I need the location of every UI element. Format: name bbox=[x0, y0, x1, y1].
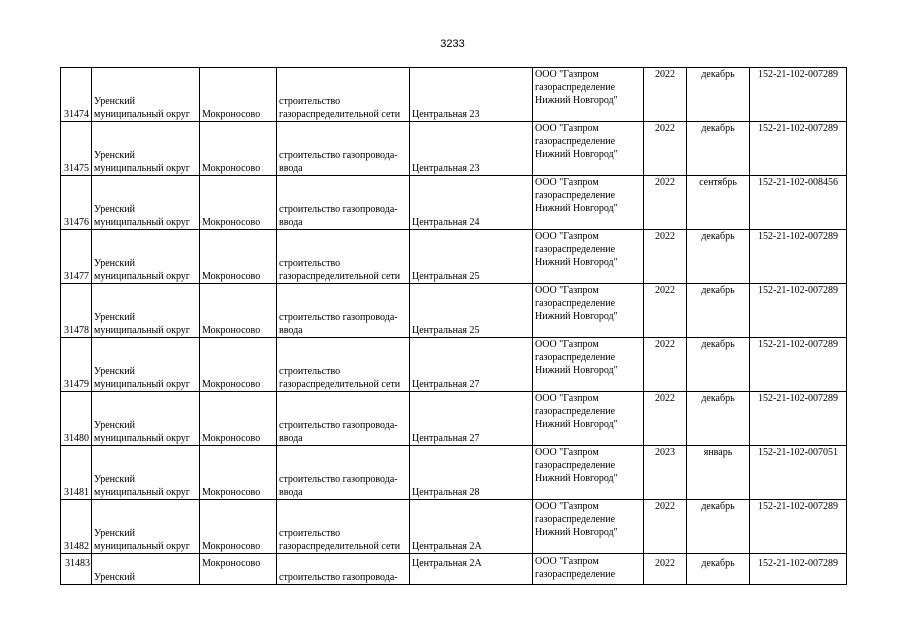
code-cell: 152-21-102-007289 bbox=[750, 230, 847, 284]
code-cell: 152-21-102-007289 bbox=[750, 284, 847, 338]
organization-cell: ООО "Газпром газораспределение bbox=[533, 554, 644, 585]
organization-cell: ООО "Газпром газораспределение Нижний Новгород" bbox=[533, 500, 644, 554]
village-cell: Мокроносово bbox=[200, 284, 277, 338]
village-cell: Мокроносово bbox=[200, 554, 277, 585]
organization-cell: ООО "Газпром газораспределение Нижний Новгород" bbox=[533, 68, 644, 122]
work-type-cell: строительство газораспределительной сети bbox=[277, 338, 410, 392]
address-cell: Центральная 24 bbox=[410, 176, 533, 230]
month-cell: декабрь bbox=[687, 230, 750, 284]
code-cell: 152-21-102-008456 bbox=[750, 176, 847, 230]
table-row bbox=[61, 176, 847, 230]
village-cell: Мокроносово bbox=[200, 176, 277, 230]
row-number: 31483 bbox=[61, 554, 92, 585]
work-type-cell: строительство газопровода- ввода bbox=[277, 392, 410, 446]
year-cell: 2022 bbox=[644, 176, 687, 230]
district-cell: Уренский муниципальный округ bbox=[92, 176, 200, 230]
code-cell: 152-21-102-007289 bbox=[750, 122, 847, 176]
row-number: 31476 bbox=[61, 176, 92, 230]
year-cell: 2022 bbox=[644, 122, 687, 176]
organization-cell: ООО "Газпром газораспределение Нижний Новгород" bbox=[533, 392, 644, 446]
row-number: 31481 bbox=[61, 446, 92, 500]
district-cell: Уренский муниципальный округ bbox=[92, 338, 200, 392]
page-number: 3233 bbox=[440, 38, 465, 50]
address-cell: Центральная 27 bbox=[410, 392, 533, 446]
row-number: 31480 bbox=[61, 392, 92, 446]
year-cell: 2022 bbox=[644, 392, 687, 446]
code-cell: 152-21-102-007289 bbox=[750, 392, 847, 446]
address-cell: Центральная 23 bbox=[410, 68, 533, 122]
address-cell: Центральная 2А bbox=[410, 554, 533, 585]
organization-cell: ООО "Газпром газораспределение Нижний Новгород" bbox=[533, 122, 644, 176]
district-cell: Уренский муниципальный округ bbox=[92, 122, 200, 176]
work-type-cell: строительство газопровода- ввода bbox=[277, 176, 410, 230]
address-cell: Центральная 2А bbox=[410, 500, 533, 554]
organization-cell: ООО "Газпром газораспределение Нижний Новгород" bbox=[533, 284, 644, 338]
district-cell: Уренский муниципальный округ bbox=[92, 230, 200, 284]
work-type-cell: строительство газопровода- ввода bbox=[277, 284, 410, 338]
month-cell: январь bbox=[687, 446, 750, 500]
month-cell: декабрь bbox=[687, 68, 750, 122]
year-cell: 2022 bbox=[644, 338, 687, 392]
address-cell: Центральная 28 bbox=[410, 446, 533, 500]
month-cell: декабрь bbox=[687, 392, 750, 446]
organization-cell: ООО "Газпром газораспределение Нижний Новгород" bbox=[533, 230, 644, 284]
row-number: 31482 bbox=[61, 500, 92, 554]
address-cell: Центральная 27 bbox=[410, 338, 533, 392]
village-cell: Мокроносово bbox=[200, 122, 277, 176]
row-number: 31475 bbox=[61, 122, 92, 176]
table-row bbox=[61, 392, 847, 446]
work-type-cell: строительство газораспределительной сети bbox=[277, 230, 410, 284]
work-type-cell: строительство газопровода- ввода bbox=[277, 446, 410, 500]
year-cell: 2022 bbox=[644, 554, 687, 585]
district-cell: Уренский муниципальный округ bbox=[92, 284, 200, 338]
row-number: 31477 bbox=[61, 230, 92, 284]
month-cell: декабрь bbox=[687, 554, 750, 585]
work-type-cell: строительство газораспределительной сети bbox=[277, 500, 410, 554]
row-number: 31479 bbox=[61, 338, 92, 392]
village-cell: Мокроносово bbox=[200, 68, 277, 122]
row-number: 31474 bbox=[61, 68, 92, 122]
year-cell: 2022 bbox=[644, 500, 687, 554]
year-cell: 2023 bbox=[644, 446, 687, 500]
code-cell: 152-21-102-007289 bbox=[750, 338, 847, 392]
district-cell: Уренский муниципальный округ bbox=[92, 68, 200, 122]
village-cell: Мокроносово bbox=[200, 446, 277, 500]
gas-objects-table bbox=[60, 67, 847, 585]
organization-cell: ООО "Газпром газораспределение Нижний Новгород" bbox=[533, 176, 644, 230]
month-cell: сентябрь bbox=[687, 176, 750, 230]
village-cell: Мокроносово bbox=[200, 500, 277, 554]
year-cell: 2022 bbox=[644, 68, 687, 122]
table-row bbox=[61, 500, 847, 554]
table-body bbox=[61, 68, 847, 585]
village-cell: Мокроносово bbox=[200, 338, 277, 392]
code-cell: 152-21-102-007289 bbox=[750, 68, 847, 122]
work-type-cell: строительство газораспределительной сети bbox=[277, 68, 410, 122]
village-cell: Мокроносово bbox=[200, 230, 277, 284]
district-cell: Уренский муниципальный округ bbox=[92, 446, 200, 500]
table-row bbox=[61, 68, 847, 122]
code-cell: 152-21-102-007051 bbox=[750, 446, 847, 500]
district-cell: Уренский муниципальный округ bbox=[92, 500, 200, 554]
village-cell: Мокроносово bbox=[200, 392, 277, 446]
table-row bbox=[61, 338, 847, 392]
address-cell: Центральная 25 bbox=[410, 284, 533, 338]
table-row bbox=[61, 284, 847, 338]
work-type-cell: строительство газопровода- ввода bbox=[277, 122, 410, 176]
month-cell: декабрь bbox=[687, 284, 750, 338]
table-row bbox=[61, 122, 847, 176]
year-cell: 2022 bbox=[644, 284, 687, 338]
month-cell: декабрь bbox=[687, 122, 750, 176]
work-type-cell: строительство газопровода- bbox=[277, 554, 410, 585]
address-cell: Центральная 23 bbox=[410, 122, 533, 176]
year-cell: 2022 bbox=[644, 230, 687, 284]
organization-cell: ООО "Газпром газораспределение Нижний Новгород" bbox=[533, 338, 644, 392]
code-cell: 152-21-102-007289 bbox=[750, 554, 847, 585]
code-cell: 152-21-102-007289 bbox=[750, 500, 847, 554]
month-cell: декабрь bbox=[687, 338, 750, 392]
district-cell: Уренский bbox=[92, 554, 200, 585]
table-row bbox=[61, 230, 847, 284]
district-cell: Уренский муниципальный округ bbox=[92, 392, 200, 446]
month-cell: декабрь bbox=[687, 500, 750, 554]
table-row bbox=[61, 446, 847, 500]
address-cell: Центральная 25 bbox=[410, 230, 533, 284]
organization-cell: ООО "Газпром газораспределение Нижний Новгород" bbox=[533, 446, 644, 500]
table-row bbox=[61, 554, 847, 585]
row-number: 31478 bbox=[61, 284, 92, 338]
